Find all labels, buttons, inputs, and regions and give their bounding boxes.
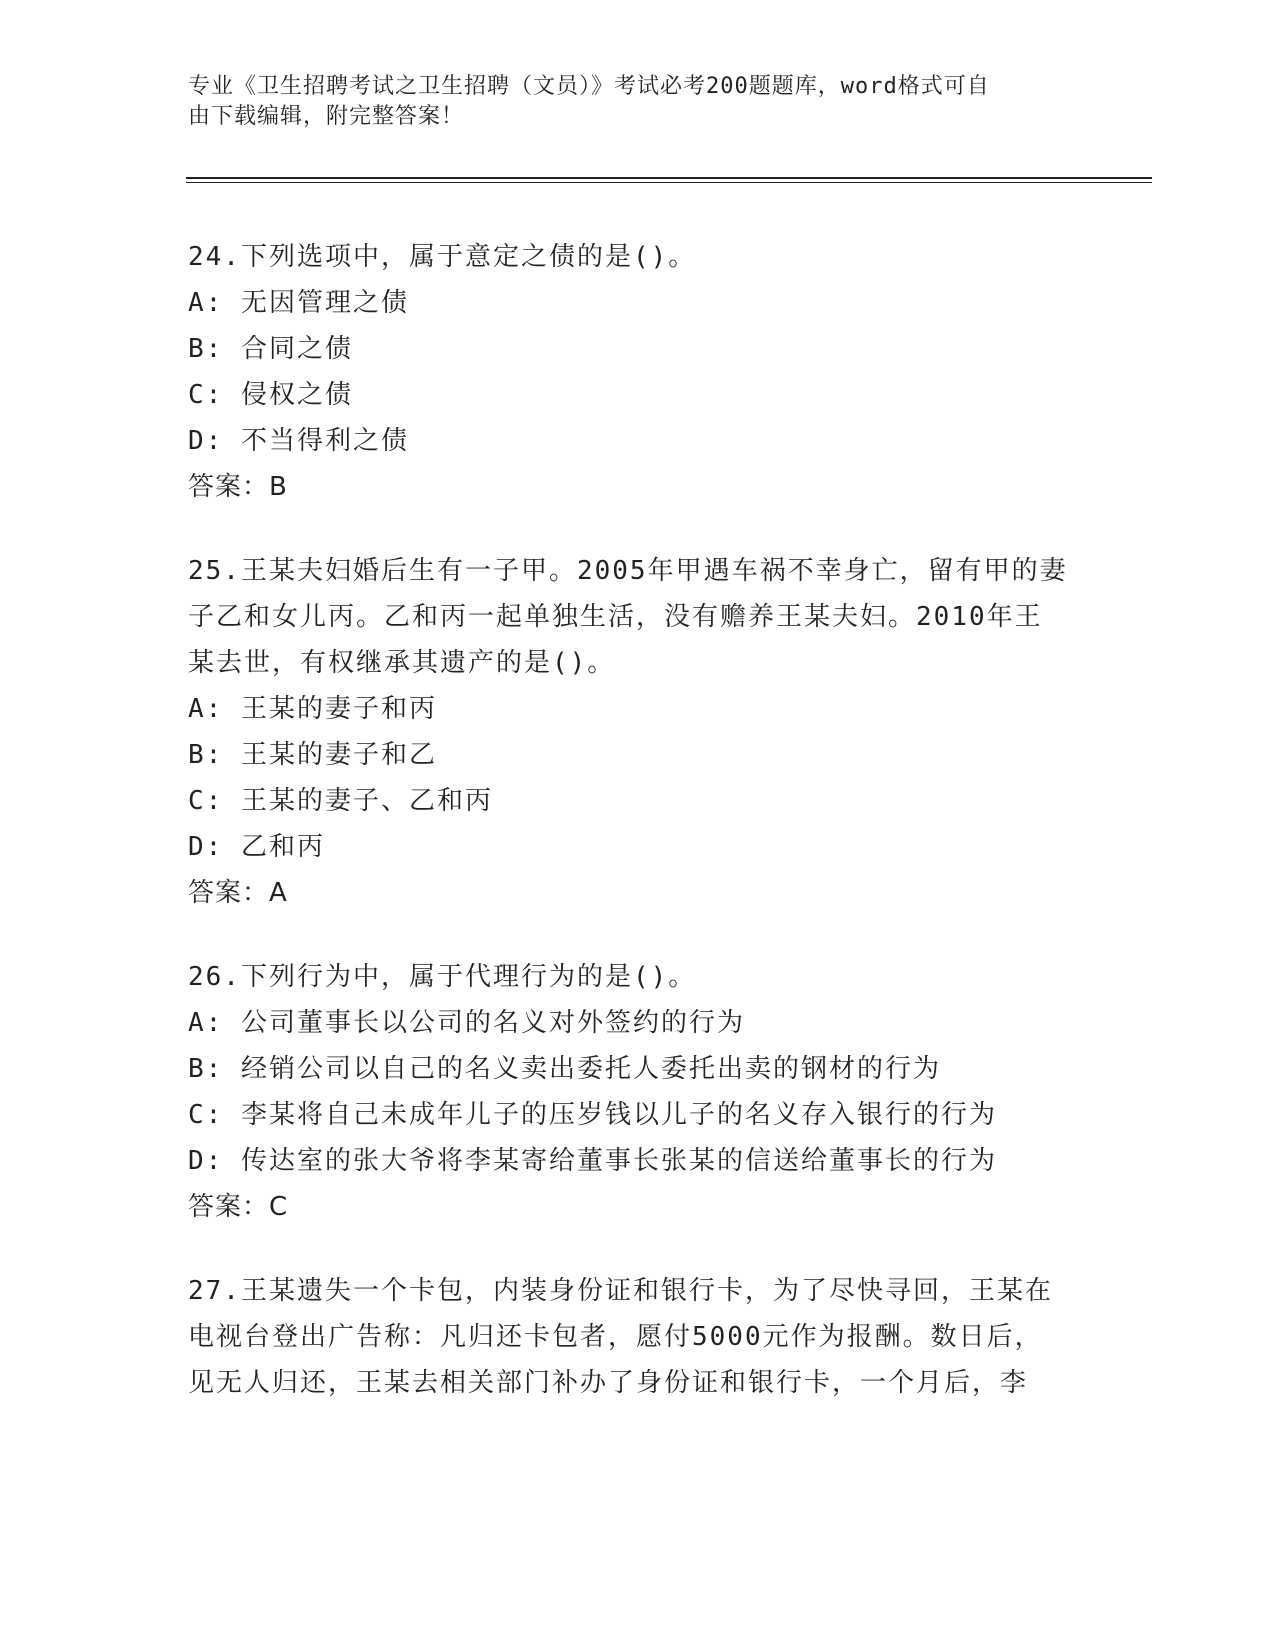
question-list xyxy=(188,234,1088,1444)
question-24 xyxy=(188,234,1088,510)
question-stem: 27.王某遗失一个卡包，内装身份证和银行卡，为了尽快寻回，王某在 xyxy=(188,1276,1053,1306)
question-stem: 见无人归还，王某去相关部门补办了身份证和银行卡，一个月后，李 xyxy=(188,1368,1029,1398)
header-divider-thin xyxy=(186,182,1152,183)
option-d: D: 不当得利之债 xyxy=(188,426,409,456)
option-b: B: 王某的妻子和乙 xyxy=(188,740,437,770)
question-stem: 24.下列选项中，属于意定之债的是()。 xyxy=(188,242,697,272)
question-stem: 子乙和女儿丙。乙和丙一起单独生活，没有赡养王某夫妇。2010年王 xyxy=(188,602,1043,632)
option-c: C: 李某将自己未成年儿子的压岁钱以儿子的名义存入银行的行为 xyxy=(188,1100,997,1130)
question-26 xyxy=(188,954,1088,1230)
header-line-2: 由下载编辑，附完整答案！ xyxy=(188,104,465,129)
answer-line: 答案：B xyxy=(188,472,288,502)
option-d: D: 乙和丙 xyxy=(188,832,325,862)
option-b: B: 经销公司以自己的名义卖出委托人委托出卖的钢材的行为 xyxy=(188,1054,941,1084)
question-27 xyxy=(188,1268,1088,1406)
option-c: C: 王某的妻子、乙和丙 xyxy=(188,786,493,816)
question-stem: 26.下列行为中，属于代理行为的是()。 xyxy=(188,962,697,992)
question-stem: 电视台登出广告称：凡归还卡包者，愿付5000元作为报酬。数日后， xyxy=(188,1322,1043,1352)
answer-line: 答案：C xyxy=(188,1192,289,1222)
question-25 xyxy=(188,548,1088,916)
option-b: B: 合同之债 xyxy=(188,334,353,364)
header-line-1: 专业《卫生招聘考试之卫生招聘（文员）》考试必考200题题库，word格式可自 xyxy=(188,74,990,99)
option-c: C: 侵权之债 xyxy=(188,380,353,410)
option-a: A: 无因管理之债 xyxy=(188,288,409,318)
question-stem: 某去世，有权继承其遗产的是()。 xyxy=(188,648,616,678)
question-stem: 25.王某夫妇婚后生有一子甲。2005年甲遇车祸不幸身亡，留有甲的妻 xyxy=(188,556,1068,586)
option-a: A: 王某的妻子和丙 xyxy=(188,694,437,724)
option-a: A: 公司董事长以公司的名义对外签约的行为 xyxy=(188,1008,745,1038)
header-divider-thick xyxy=(186,177,1152,179)
document-header xyxy=(188,72,1068,132)
option-d: D: 传达室的张大爷将李某寄给董事长张某的信送给董事长的行为 xyxy=(188,1146,997,1176)
answer-line: 答案：A xyxy=(188,878,288,908)
